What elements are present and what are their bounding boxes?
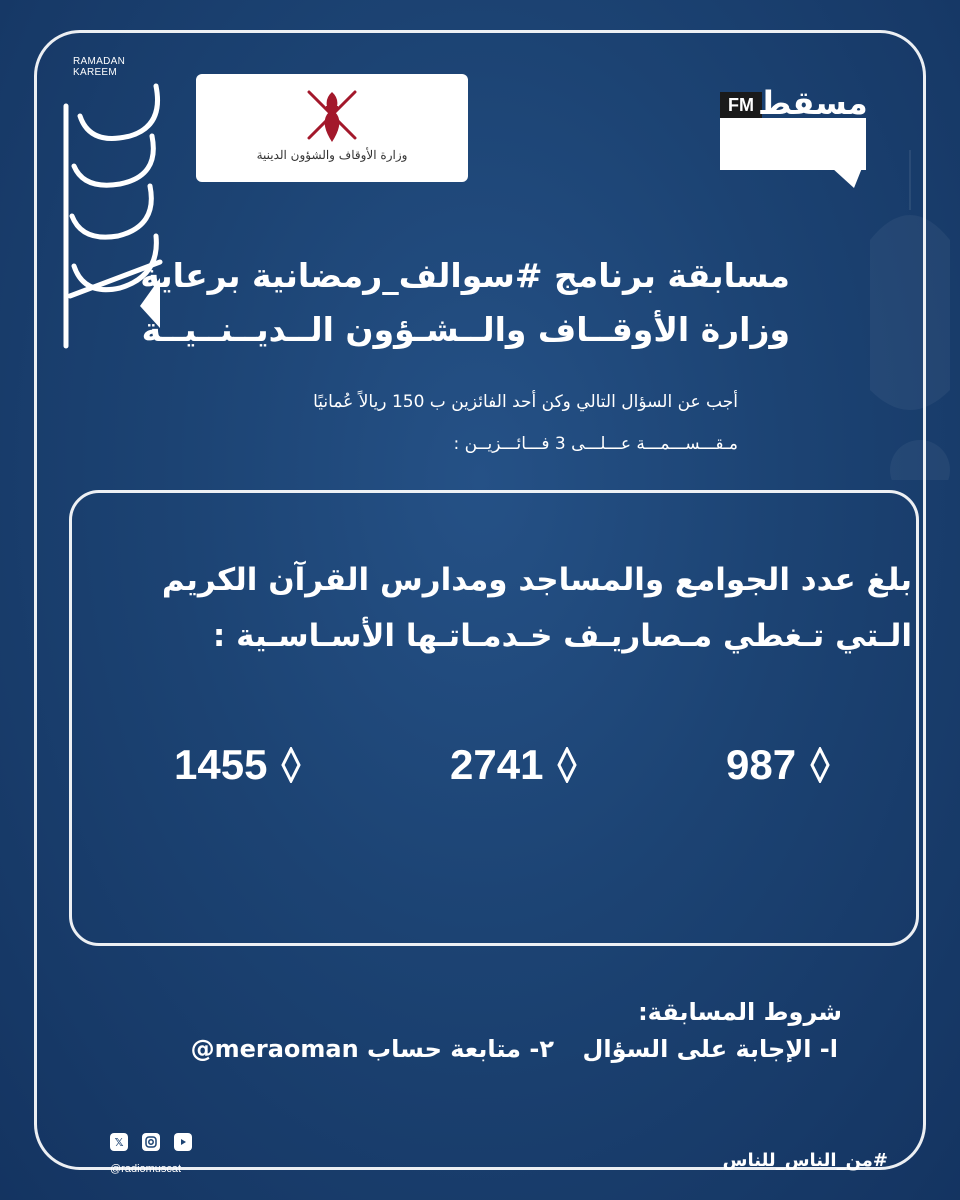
fm-badge: FM <box>720 92 762 118</box>
ministry-logo-card <box>196 74 468 182</box>
terms-title: شروط المسابقة: <box>638 998 842 1026</box>
social-icons <box>110 1133 192 1151</box>
ramadan-kareem-label: RAMADAN KAREEM <box>73 56 126 78</box>
khanjar-emblem-icon <box>297 78 367 148</box>
instagram-icon[interactable] <box>142 1133 160 1151</box>
option-2[interactable] <box>450 740 577 790</box>
diamond-bullet-icon <box>281 747 301 783</box>
title-line-1: مسابقة برنامج #سوالف_رمضانية برعاية <box>140 256 790 295</box>
radio-word: مسقط <box>758 84 868 122</box>
hashtag: #من_الناس_للناس <box>722 1150 888 1171</box>
option-3[interactable] <box>174 740 301 790</box>
terms-item-2: ٢- متابعة حساب meraoman@ <box>190 1035 554 1063</box>
radio-muscat-logo <box>720 84 870 192</box>
social-handle: @radiomuscat <box>110 1163 182 1175</box>
subtitle-line-2: مـقـــســـمـــة عـــلـــى 3 فـــائـــزيــن : <box>453 434 738 454</box>
diamond-bullet-icon <box>557 747 577 783</box>
option-value: 2741 <box>450 741 544 788</box>
logo-bubble <box>720 118 866 170</box>
title-line-2: وزارة الأوقــاف والــشـؤون الــديــنــيــة <box>141 310 790 349</box>
question-box <box>69 490 919 946</box>
x-icon[interactable]: 𝕏 <box>110 1133 128 1151</box>
diamond-bullet-icon <box>810 747 830 783</box>
option-value: 1455 <box>174 741 268 788</box>
option-value: 987 <box>726 741 797 788</box>
subtitle-line-1: أجب عن السؤال التالي وكن أحد الفائزين ب 150 ريالاً عُمانيًا <box>313 392 738 412</box>
option-1[interactable] <box>726 740 830 790</box>
terms-item-1: ا- الإجابة على السؤال <box>582 1035 838 1063</box>
bubble-tail-icon <box>832 168 862 188</box>
youtube-icon[interactable] <box>174 1133 192 1151</box>
ministry-name: وزارة الأوقاف والشؤون الدينية <box>256 148 408 162</box>
question-line-1: بلغ عدد الجوامع والمساجد ومدارس القرآن الكريم <box>161 562 912 598</box>
question-line-2: الـتي تـغطي مـصاريـف خـدمـاتـها الأسـاسـية : <box>212 618 912 654</box>
